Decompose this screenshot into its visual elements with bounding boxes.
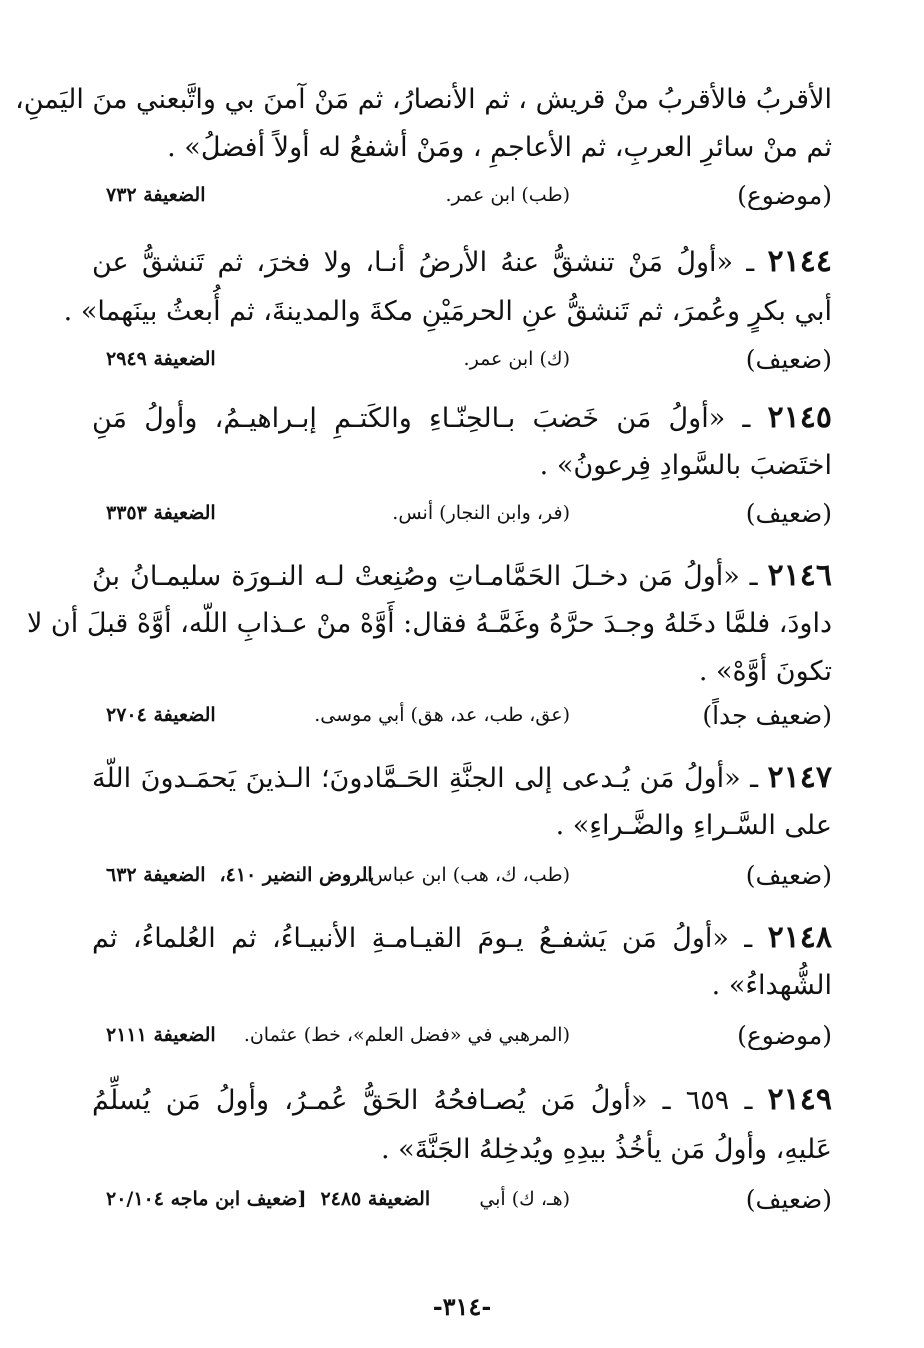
hadith-number: ٢١٤٥: [767, 400, 832, 435]
hadith-line: عَليهِ، وأولُ مَن يأخُذُ بيدِهِ ويُدخِلهُ الجَنَّةَ» .: [381, 1134, 832, 1165]
hadith-number: ٢١٤٤: [767, 244, 832, 279]
hadith-line: [92, 398, 832, 439]
grade-label: (ضعيف): [745, 499, 832, 528]
reference-row: [92, 1016, 832, 1056]
sources-label: (عق، طب، عد، هق) أبي موسى.: [314, 704, 570, 726]
sources-label: (ك) ابن عمر.: [463, 348, 570, 370]
hadith-text: ـ «أولُ مَن يُـدعى إلى الجنَّةِ الحَـمَّادونَ؛ الـذينَ يَحمَـدونَ اللّهَ: [92, 763, 759, 794]
reference-row: [92, 340, 832, 380]
hadith-line: اختَضبَ بالسَّوادِ فِرعونُ» .: [539, 450, 832, 481]
hadith-text: ـ «أولُ مَنْ تنشقُّ عنهُ الأرضُ أنـا، ولا فخرَ، ثم تَنشقُّ عن: [92, 247, 755, 278]
hadith-text: ـ «أولُ مَن دخـلَ الحَمَّامـاتِ وصُنِعتْ لـه النـورَة سليمـانُ بنُ: [92, 561, 758, 592]
hadith-line: الأقربُ فالأقربُ منْ قريش ، ثم الأنصارُ، ثم مَنْ آمنَ بي واتَّبعني منَ اليَمنِ،: [15, 84, 832, 115]
hadith-line: تكونَ أوَّهْ» .: [698, 656, 832, 687]
sources-label: (طب) ابن عمر.: [445, 184, 570, 206]
citation-label: [92, 1184, 430, 1214]
hadith-line: [92, 1080, 832, 1121]
citation-part: الضعيفة ٢٤٨٥: [320, 1188, 431, 1210]
reference-row: [92, 696, 832, 736]
hadith-line: [92, 556, 832, 597]
citation-label: [92, 180, 205, 210]
citation-part: الضعيفة ٦٣٢: [106, 864, 206, 886]
citation-label: [92, 700, 216, 730]
citation-part: الضعيفة ٢٩٤٩: [106, 348, 216, 370]
hadith-line: الشُّهداءُ» .: [711, 970, 832, 1001]
citation-label: [92, 498, 216, 528]
sources-label: (طب، ك، هب) ابن عباس.: [363, 864, 570, 886]
reference-row: [92, 176, 832, 216]
citation-label: [92, 1020, 216, 1050]
citation-part: [ضعيف ابن ماجه ٢٠/١٠٤: [106, 1188, 307, 1210]
grade-label: (ضعيف): [745, 861, 832, 890]
reference-row: [92, 856, 832, 896]
grade-label: (موضوع): [737, 1021, 832, 1050]
hadith-text: ـ ٦٥٩ ـ «أولُ مَن يُصـافحُهُ الحَقُّ عُمـرُ، وأولُ مَن يُسلِّمُ: [92, 1085, 753, 1116]
citation-label: [92, 344, 216, 374]
grade-label: (ضعيف جداً): [702, 701, 832, 730]
hadith-line: [92, 758, 832, 799]
hadith-line: داودَ، فلمَّا دخَلهُ وجـدَ حرَّهُ وغَمَّـهُ فقال: أَوَّهْ منْ عـذابِ اللّه، أوَّهْ قبلَ أن لا: [26, 608, 832, 639]
sources-label: (هـ، ك) أبي: [479, 1188, 570, 1210]
hadith-number: ٢١٤٨: [767, 920, 833, 955]
sources-label: (فر، وابن النجار) أنس.: [392, 502, 570, 524]
hadith-line: أبي بكرٍ وعُمرَ، ثم تَنشقُّ عنِ الحرمَيْنِ مكةَ والمدينةَ، ثم أُبعثُ بينَهما» .: [63, 296, 832, 327]
reference-row: [92, 494, 832, 534]
hadith-line: [92, 918, 832, 959]
hadith-line: على السَّـراءِ والضَّـراءِ» .: [555, 810, 832, 841]
hadith-number: ٢١٤٩: [767, 1082, 832, 1117]
citation-part: الضعيفة ٢١١١: [106, 1024, 216, 1046]
hadith-text: ـ «أولُ مَن خَضبَ بـالحِنّـاءِ والكَتـمِ إبـراهيـمُ، وأولُ مَنِ: [92, 403, 751, 434]
citation-part: الضعيفة ٧٣٢: [106, 184, 206, 206]
page-number: -٣١٤-: [432, 1292, 492, 1321]
grade-label: (ضعيف): [745, 345, 832, 374]
hadith-line: [92, 242, 832, 283]
grade-label: (ضعيف): [745, 1185, 832, 1214]
sources-label: (المرهبي في «فضل العلم»، خط) عثمان.: [243, 1024, 570, 1046]
citation-part: الروض النضير ٤١٠،: [219, 864, 373, 886]
citation-label: [92, 860, 373, 890]
hadith-text: ـ «أولُ مَن يَشفـعُ يـومَ القيـامـةِ الأنبيـاءُ، ثم العُلماءُ، ثم: [92, 923, 753, 954]
reference-row: [92, 1180, 832, 1220]
hadith-number: ٢١٤٦: [767, 558, 832, 593]
hadith-line: ثم منْ سائرِ العربِ، ثم الأعاجمِ ، ومَنْ أشفعُ له أولاً أفضلُ» .: [167, 132, 832, 163]
grade-label: (موضوع): [737, 181, 832, 210]
citation-part: الضعيفة ٢٧٠٤: [106, 704, 216, 726]
hadith-number: ٢١٤٧: [767, 760, 832, 795]
citation-part: الضعيفة ٣٣٥٣: [106, 502, 216, 524]
